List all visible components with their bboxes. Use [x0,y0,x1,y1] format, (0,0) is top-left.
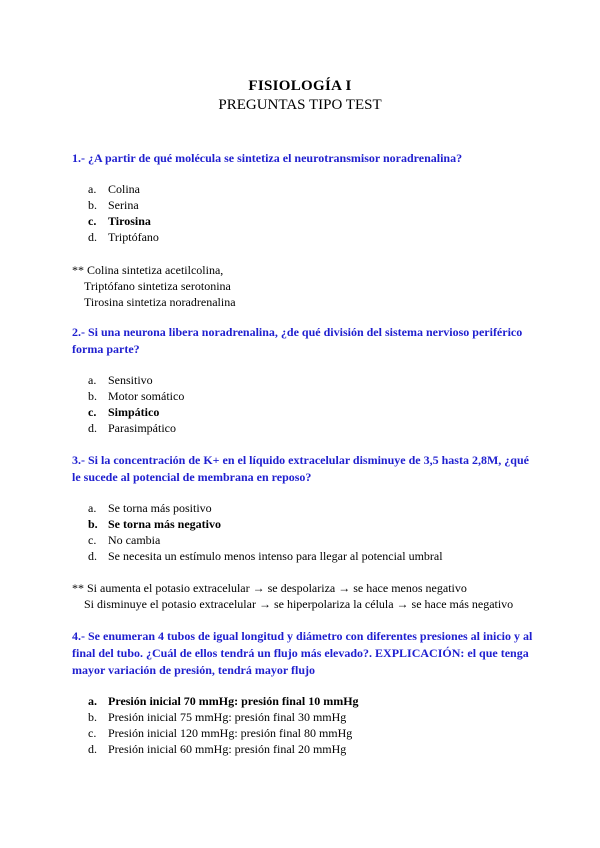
option-1a: a. Colina [88,182,140,196]
document-subtitle: PREGUNTAS TIPO TEST [218,97,382,113]
option-3c: c. No cambia [88,533,161,547]
option-1c-correct: c. Tirosina [88,214,151,228]
option-3b-correct: b. Se torna más negativo [88,517,221,531]
option-1d: d. Triptófano [88,230,159,244]
question-3-options [88,500,443,564]
option-2b: b. Motor somático [88,389,185,403]
option-2a: a. Sensitivo [88,373,153,387]
question-3-note: ** Si aumenta el potasio extracelular → se despolariza → se hace menos negativo Si disminuye el potasio extracelular → se hiperpolariza la célula → se hace más negativo [72,581,514,611]
option-4a-correct: a. Presión inicial 70 mmHg: presión final 10 mmHg [88,694,359,708]
question-2: 2.- Si una neurona libera noradrenalina, ¿de qué división del sistema nervioso periférico forma parte? [72,325,523,356]
option-4b: b. Presión inicial 75 mmHg: presión final 30 mmHg [88,710,347,724]
question-1: 1.- ¿A partir de qué molécula se sintetiza el neurotransmisor noradrenalina? [72,151,463,165]
document-title: FISIOLOGÍA I [248,78,352,94]
question-2-options [88,372,184,436]
question-1-options [88,181,159,245]
question-4-options [88,693,359,757]
question-3: 3.- Si la concentración de K+ en el líquido extracelular disminuye de 3,5 hasta 2,8M, ¿qué le sucede al potencial de membrana en reposo? [72,453,529,484]
question-4: 4.- Se enumeran 4 tubos de igual longitud y diámetro con diferentes presiones al inicio y al final del tubo. ¿Cuál de ellos tendrá un flujo más elevado?. EXPLICACIÓN: el que tenga mayor variación de presión, tendrá mayor flujo [72,629,533,677]
option-2d: d. Parasimpático [88,421,176,435]
option-1b: b. Serina [88,198,139,212]
option-4c: c. Presión inicial 120 mmHg: presión final 80 mmHg [88,726,353,740]
option-3d: d. Se necesita un estímulo menos intenso para llegar al potencial umbral [88,549,443,563]
option-4d: d. Presión inicial 60 mmHg: presión final 20 mmHg [88,742,347,756]
option-2c-correct: c. Simpático [88,405,160,419]
question-1-note: ** Colina sintetiza acetilcolina, Triptófano sintetiza serotonina Tirosina sintetiza noradrenalina [72,263,236,309]
option-3a: a. Se torna más positivo [88,501,212,515]
